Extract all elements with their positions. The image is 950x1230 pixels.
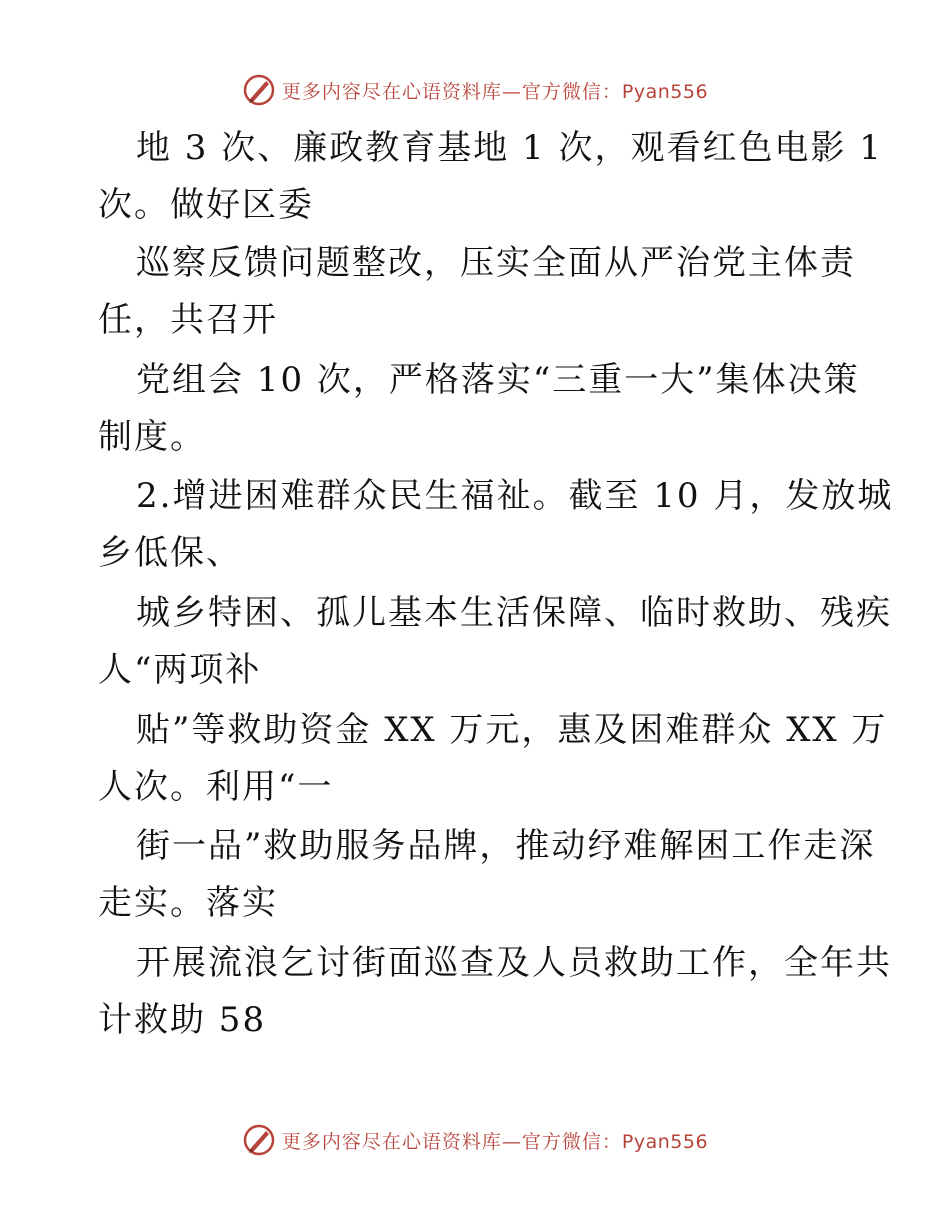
text-line: 乡低保、 xyxy=(98,533,242,573)
text-line: 走实。落实 xyxy=(98,883,278,923)
text-line: 党组会 10 次，严格落实“三重一大”集体决策 xyxy=(136,360,860,400)
watermark-text: 更多内容尽在心语资料库—官方微信：Pyan556 xyxy=(281,1130,709,1153)
text-line: 开展流浪乞讨街面巡查及人员救助工作，全年共 xyxy=(136,943,892,983)
watermark-footer xyxy=(0,1120,950,1160)
text-line: 街一品”救助服务品牌，推动纾难解困工作走深 xyxy=(136,826,876,866)
text-line: 人“两项补 xyxy=(98,650,262,690)
pen-logo-icon xyxy=(242,1123,276,1157)
text-line: 任，共召开 xyxy=(98,300,278,340)
watermark-text: 更多内容尽在心语资料库—官方微信：Pyan556 xyxy=(281,80,709,103)
text-line: 计救助 58 xyxy=(98,1000,267,1040)
pen-logo-icon xyxy=(242,73,276,107)
text-line: 贴”等救助资金 XX 万元，惠及困难群众 XX 万 xyxy=(136,710,888,750)
text-line: 次。做好区委 xyxy=(98,185,314,225)
text-line: 2.增进困难群众民生福祉。截至 10 月，发放城 xyxy=(136,476,894,516)
text-line: 地 3 次、廉政教育基地 1 次，观看红色电影 1 xyxy=(136,128,883,168)
text-line: 城乡特困、孤儿基本生活保障、临时救助、残疾 xyxy=(136,593,892,633)
watermark-header xyxy=(0,70,950,110)
text-line: 人次。利用“一 xyxy=(98,767,334,807)
text-line: 制度。 xyxy=(98,417,206,457)
text-line: 巡察反馈问题整改，压实全面从严治党主体责 xyxy=(136,243,856,283)
